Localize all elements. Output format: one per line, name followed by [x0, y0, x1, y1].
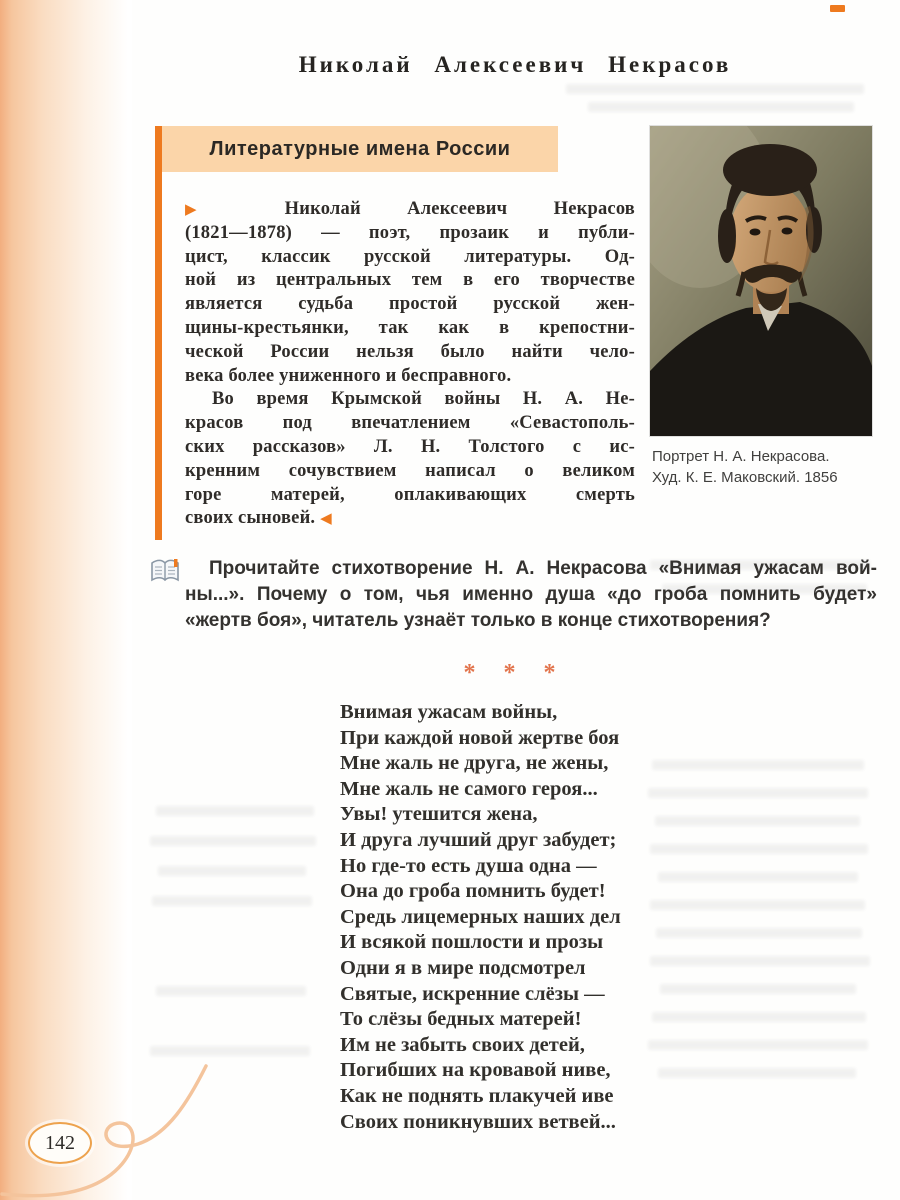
portrait-caption — [652, 446, 877, 488]
bleed-through-artifact — [158, 866, 306, 876]
feature-box-header: Литературные имена России — [162, 126, 558, 172]
paragraph-line — [185, 198, 635, 222]
poem-line: Своих поникнувших ветвей... — [340, 1110, 616, 1133]
bleed-through-artifact — [650, 844, 868, 854]
bleed-through-artifact — [650, 900, 865, 910]
bleed-through-artifact — [658, 1068, 856, 1078]
bleed-through-artifact — [588, 102, 854, 112]
paragraph-line: цист, классик русской литературы. Од- — [185, 246, 635, 267]
poem-line: Она до гроба помнить будет! — [340, 880, 606, 903]
paragraph-line: кренним сочувствием написал о великом — [185, 460, 635, 481]
poem-line: Мне жаль не друга, не жены, — [340, 752, 609, 775]
poem-line: Святые, искренние слёзы — — [340, 982, 605, 1005]
bleed-through-artifact — [650, 956, 870, 966]
open-book-icon — [149, 557, 181, 585]
poem-line: Внимая ужасам войны, — [340, 701, 558, 723]
bleed-through-artifact — [150, 1046, 310, 1056]
paragraph-line — [185, 507, 635, 531]
bleed-through-artifact — [656, 928, 862, 938]
paragraph-line: Во время Крымской войны Н. А. Не- — [212, 389, 635, 410]
corner-mark — [830, 5, 845, 12]
poem-line: И всякой пошлости и прозы — [340, 931, 604, 954]
page-number: 142 — [28, 1122, 92, 1164]
page-margin-gradient — [0, 0, 132, 1200]
paragraph-line: ной из центральных тем в его творчестве — [185, 270, 635, 291]
bleed-through-artifact — [566, 84, 864, 94]
bleed-through-artifact — [652, 1012, 866, 1022]
bleed-through-artifact — [150, 836, 316, 846]
paragraph-text: своих сыновей. — [185, 508, 316, 529]
caption-line: Портрет Н. А. Некрасова. — [652, 448, 830, 465]
poem-line: Мне жаль не самого героя... — [340, 777, 598, 800]
portrait-painting — [650, 126, 872, 436]
poem-line: Но где-то есть душа одна — — [340, 854, 597, 877]
portrait-of-nekrasov — [650, 126, 872, 436]
poem-line: И друга лучший друг забудет; — [340, 828, 617, 851]
paragraph-line: (1821—1878) — поэт, прозаик и публи- — [185, 222, 635, 243]
paragraph-line: века более униженного и бесправного. — [185, 365, 512, 386]
feature-box-accent-border — [155, 126, 162, 540]
paragraph-line: красов под впечатлением «Севастополь- — [185, 413, 635, 434]
poem-line: Средь лицемерных наших дел — [340, 905, 621, 928]
paragraph-line: ческой России нельзя было найти чело- — [185, 341, 635, 362]
section-separator: * * * — [463, 660, 567, 686]
poem-line: При каждой новой жертве боя — [340, 726, 620, 749]
poem-line: Увы! утешится жена, — [340, 803, 538, 826]
bleed-through-artifact — [652, 760, 864, 770]
task-question — [185, 556, 877, 634]
feature-box-text — [185, 198, 635, 531]
page-title: Николай Алексеевич Некрасов — [298, 52, 732, 77]
paragraph-line: горе матерей, оплакивающих смерть — [185, 484, 635, 505]
task-line: «жертв боя», читатель узнаёт только в конце стихотворения? — [185, 610, 771, 631]
end-marker-icon: ◀ — [320, 509, 332, 528]
caption-line: Худ. К. Е. Маковский. 1856 — [652, 469, 838, 486]
poem-line: Как не поднять плакучей иве — [340, 1084, 614, 1107]
paragraph-text: Николай Алексеевич Некрасов — [284, 199, 635, 219]
bleed-through-artifact — [152, 896, 312, 906]
bleed-through-artifact — [660, 984, 856, 994]
poem-line: Одни я в мире подсмотрел — [340, 956, 586, 979]
feature-box — [155, 126, 877, 540]
bleed-through-artifact — [658, 872, 858, 882]
paragraph-line: ских рассказов» Л. Н. Толстого с ис- — [185, 436, 635, 457]
poem-line: Погибших на кровавой ниве, — [340, 1059, 611, 1082]
poem-line: То слёзы бедных матерей! — [340, 1008, 582, 1031]
paragraph-line: щины-крестьянки, так как в крепостни- — [185, 317, 635, 338]
bleed-through-artifact — [655, 816, 860, 826]
bleed-through-artifact — [156, 986, 306, 996]
bleed-through-artifact — [156, 806, 314, 816]
bleed-through-artifact — [648, 788, 868, 798]
task-line: Прочитайте стихотворение Н. А. Некрасова «Внимая ужасам вой- — [209, 558, 877, 579]
paragraph-line: является судьба простой русской жен- — [185, 294, 635, 315]
poem — [340, 700, 621, 1135]
poem-line: Им не забыть своих детей, — [340, 1033, 585, 1056]
start-marker-icon: ▶ — [185, 200, 239, 218]
bleed-through-artifact — [648, 1040, 868, 1050]
task-line: ны...». Почему о том, чья именно душа «до гроба помнить будет» — [185, 584, 877, 605]
